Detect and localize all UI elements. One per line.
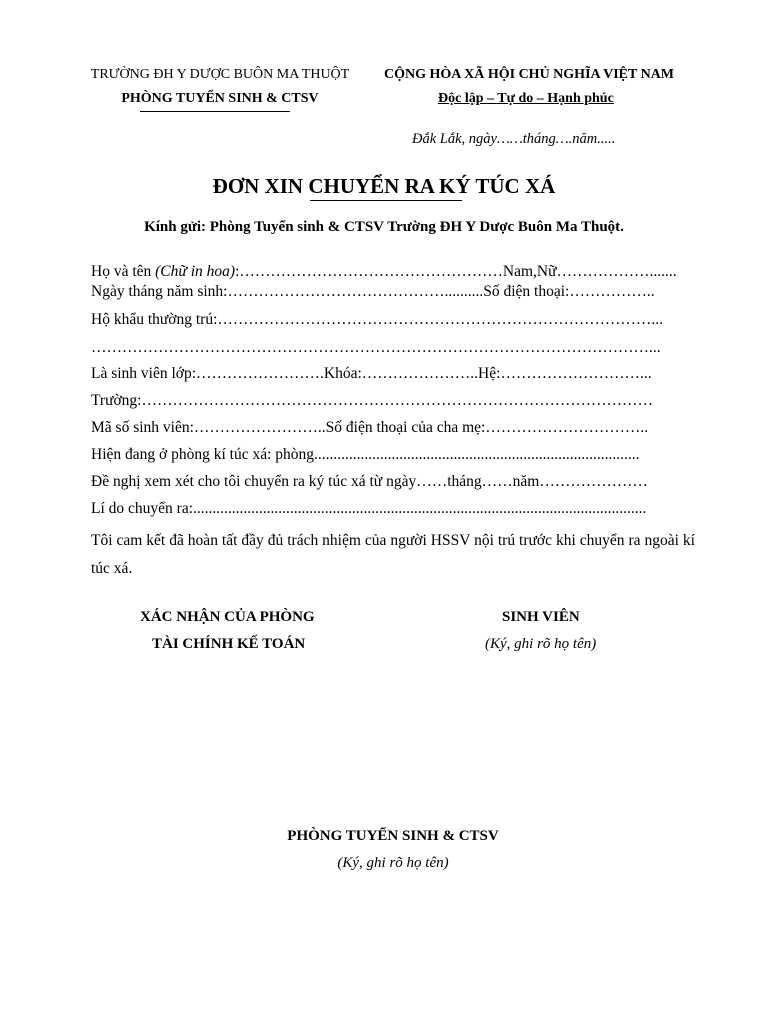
office-underline: [140, 111, 290, 112]
residence-line-2: ………………………………………………………………………………………………...: [91, 339, 661, 356]
school-line: Trường:………………………………………………………………………………………: [91, 392, 653, 409]
admission-sign-hint: (Ký, ghi rõ họ tên): [337, 855, 449, 871]
admission-office-heading: PHÒNG TUYỂN SINH & CTSV: [287, 828, 499, 844]
student-sign-hint: (Ký, ghi rõ họ tên): [485, 636, 597, 652]
place-date: Đắk Lắk, ngày……tháng….năm.....: [412, 131, 616, 147]
republic-heading: CỘNG HÒA XÃ HỘI CHỦ NGHĨA VIỆT NAM: [384, 67, 675, 82]
room-line: Hiện đang ở phòng kí túc xá: phòng....................................................................................: [91, 446, 640, 463]
title-underline: [310, 200, 462, 201]
birth-phone-line: Ngày tháng năm sinh:……………………………………..........Số điện thoại:……………..: [91, 283, 655, 300]
national-motto: Độc lập – Tự do – Hạnh phúc: [438, 91, 614, 106]
full-name-label: Họ và tên: [91, 263, 156, 280]
finance-dept-heading: TÀI CHÍNH KẾ TOÁN: [152, 636, 306, 652]
office-name: PHÒNG TUYỂN SINH & CTSV: [121, 91, 319, 106]
class-line: Là sinh viên lớp:…………………….Khóa:…………………..Hệ:………………………...: [91, 365, 652, 382]
document-title: ĐƠN XIN CHUYỂN RA KÝ TÚC XÁ: [212, 174, 556, 198]
full-name-hint: (Chữ in hoa): [155, 263, 236, 280]
student-id-line: Mã số sinh viên:……………………..Số điện thoại của cha mẹ:…………………………..: [91, 419, 649, 436]
full-name-line: [91, 263, 677, 281]
commitment-paragraph: Tôi cam kết đã hoàn tất đầy đủ trách nhiệm của người HSSV nội trú trước khi chuyển ra ngoài kí túc xá.: [91, 532, 695, 577]
recipient-line: Kính gửi: Phòng Tuyển sinh & CTSV Trường ĐH Y Dược Buôn Ma Thuột.: [144, 219, 624, 235]
residence-line-1: Hộ khẩu thường trú:…………………………………………………………………………...: [91, 311, 664, 328]
school-name: TRƯỜNG ĐH Y DƯỢC BUÔN MA THUỘT: [90, 67, 350, 82]
finance-confirm-heading: XÁC NHẬN CỦA PHÒNG: [140, 609, 315, 625]
request-line: Đề nghị xem xét cho tôi chuyển ra ký túc xá từ ngày……tháng……năm…………………: [91, 473, 648, 490]
reason-line: Lí do chuyển ra:.....................................................................................................................: [91, 500, 647, 517]
student-heading: SINH VIÊN: [502, 609, 580, 625]
full-name-fields: :……………………………………………Nam,Nữ……………….......: [235, 263, 677, 280]
